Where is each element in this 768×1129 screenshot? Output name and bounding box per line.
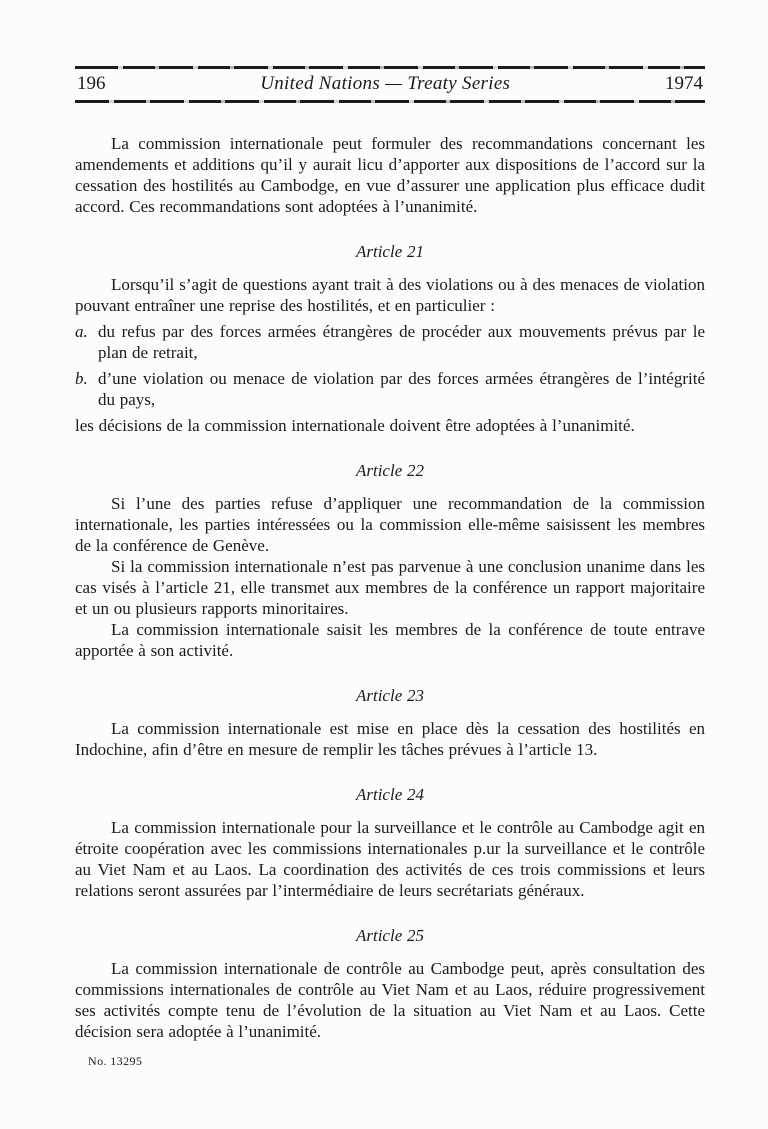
article-21-item-a-label: a. xyxy=(75,322,88,341)
article-22-section xyxy=(75,460,705,661)
article-21-section xyxy=(75,241,705,436)
treaty-number: No. 13295 xyxy=(88,1054,143,1068)
treaty-text xyxy=(75,133,705,1042)
header-year: 1974 xyxy=(665,73,703,94)
intro-paragraph: La commission internationale peut formuler des recommandations concernant les amendements et additions qu’il y aurait licu d’apporter aux dispositions de l’accord sur la cessation des hostilités au Cambodge, en vue d’assurer une application plus efficace dudit accord. Ces recommandations sont adoptées à l’unanimité. xyxy=(75,134,705,216)
article-24-section xyxy=(75,784,705,901)
series-title: United Nations — Treaty Series xyxy=(260,73,511,94)
article-21-item-a-text: du refus par des forces armées étrangères de procéder aux mouvements prévus par le plan de retrait, xyxy=(98,322,705,362)
article-24-heading: Article 24 xyxy=(355,785,424,804)
article-25-paragraph-1: La commission internationale de contrôle au Cambodge peut, après consultation des commissions internationales de contrôle au Viet Nam et au Laos, réduire progressivement ses activités compte tenu de l’évolution de la situation au Viet Nam et au Laos. Cette décision sera adoptée à l’unanimité. xyxy=(75,959,705,1041)
article-21-item-b xyxy=(75,368,705,410)
header-rule-bottom xyxy=(75,100,705,103)
article-21-item-a xyxy=(75,321,705,363)
article-21-heading: Article 21 xyxy=(355,242,424,261)
page-footer xyxy=(75,1054,705,1069)
article-23-heading: Article 23 xyxy=(355,686,424,705)
article-21-intro: Lorsqu’il s’agit de questions ayant trait à des violations ou à des menaces de violation pouvant entraîner une reprise des hostilités, et en particulier : xyxy=(75,275,705,315)
article-22-paragraph-1: Si l’une des parties refuse d’appliquer une recommandation de la commission internationale, les parties intéressées ou la commission elle-même saisissent les membres de la conférence de Genève. xyxy=(75,494,705,555)
article-23-paragraph-1: La commission internationale est mise en place dès la cessation des hostilités en Indochine, afin d’être en mesure de remplir les tâches prévues à l’article 13. xyxy=(75,719,705,759)
article-21-closing: les décisions de la commission internationale doivent être adoptées à l’unanimité. xyxy=(75,416,635,435)
article-21-item-b-label: b. xyxy=(75,369,88,388)
header-row xyxy=(75,69,705,100)
page-number: 196 xyxy=(77,73,106,94)
article-25-section xyxy=(75,925,705,1042)
article-21-item-b-text: d’une violation ou menace de violation par des forces armées étrangères de l’intégrité du pays, xyxy=(98,369,705,409)
article-23-section xyxy=(75,685,705,760)
article-22-paragraph-3: La commission internationale saisit les membres de la conférence de toute entrave apportée à son activité. xyxy=(75,620,705,660)
article-25-heading: Article 25 xyxy=(355,926,424,945)
article-24-paragraph-1: La commission internationale pour la surveillance et le contrôle au Cambodge agit en étroite coopération avec les commissions internationales p.ur la surveillance et le contrôle au Viet Nam et au Laos. La coordination des activités de ces trois commissions et leurs relations seront assurées par l’intermédiaire de leurs secrétariats généraux. xyxy=(75,818,705,900)
article-22-heading: Article 22 xyxy=(355,461,424,480)
page-header xyxy=(75,66,705,103)
article-22-paragraph-2: Si la commission internationale n’est pas parvenue à une conclusion unanime dans les cas visés à l’article 21, elle transmet aux membres de la conférence un rapport majoritaire et un ou plusieurs rapports minoritaires. xyxy=(75,557,705,618)
